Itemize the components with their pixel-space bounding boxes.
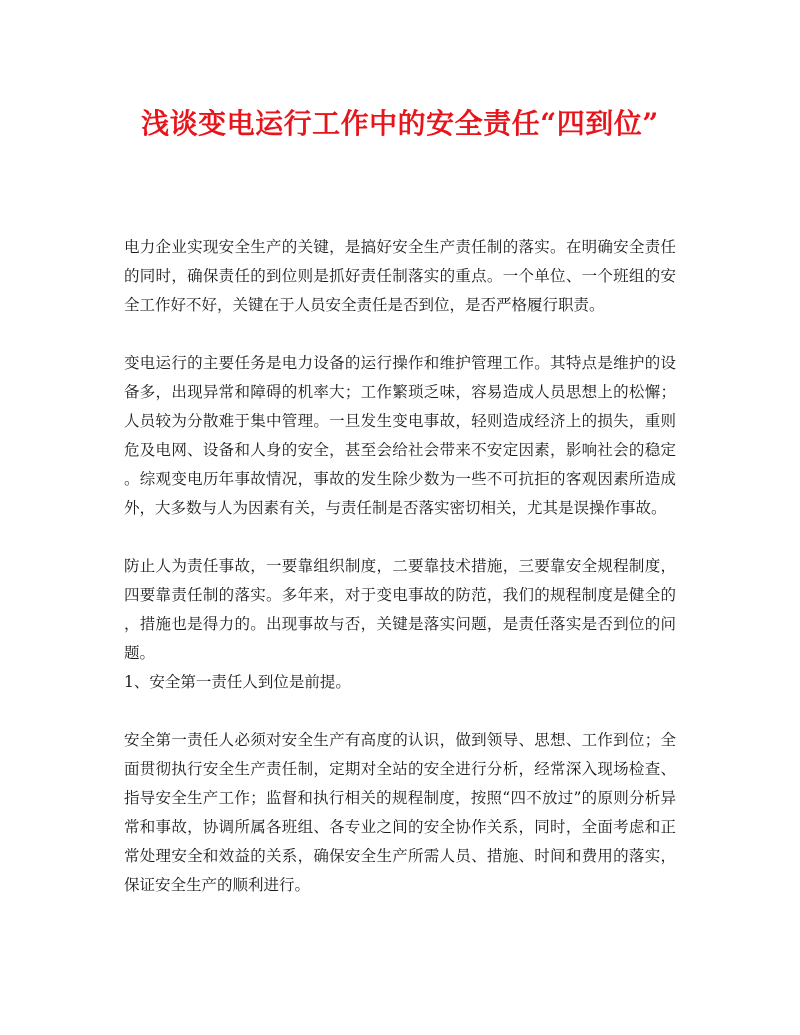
paragraph-2: 变电运行的主要任务是电力设备的运行操作和维护管理工作。其特点是维护的设备多，出现异常和障碍的机率大；工作繁琐乏味，容易造成人员思想上的松懈；人员较为分散难于集中管理。一旦发生变电事故，轻则造成经济上的损失，重则危及电网、设备和人身的安全，甚至会给社会带来不安定因素，影响社会的稳定。综观变电历年事故情况，事故的发生除少数为一些不可抗拒的客观因素所造成外，大多数与人为因素有关，与责任制是否落实密切相关，尤其是误操作事故。	[124, 354, 676, 517]
paragraph-1: 电力企业实现安全生产的关键，是搞好安全生产责任制的落实。在明确安全责任的同时，确保责任的到位则是抓好责任制落实的重点。一个单位、一个班组的安全工作好不好，关键在于人员安全责任是否到位，是否严格履行职责。	[124, 238, 676, 314]
section-heading-1: 1、安全第一责任人到位是前提。	[124, 673, 351, 691]
paragraph-spacer	[124, 523, 676, 552]
paragraph-4: 安全第一责任人必须对安全生产有高度的认识，做到领导、思想、工作到位；全面贯彻执行安全生产责任制，定期对全站的安全进行分析，经常深入现场检查、指导安全生产工作；监督和执行相关的规程制度，按照“四不放过”的原则分析异常和事故，协调所属各班组、各专业之间的安全协作关系，同时，全面考虑和正常处理安全和效益的关系，确保安全生产所需人员、措施、时间和费用的落实，保证安全生产的顺利进行。	[124, 731, 676, 894]
paragraph-spacer	[124, 320, 676, 349]
paragraph-3: 防止人为责任事故，一要靠组织制度，二要靠技术措施，三要靠安全规程制度，四要靠责任制的落实。多年来，对于变电事故的防范，我们的规程制度是健全的，措施也是得力的。出现事故与否，关键是落实问题，是责任落实是否到位的问题。	[124, 557, 676, 662]
document-title: 浅谈变电运行工作中的安全责任“四到位”	[141, 107, 659, 140]
paragraph-spacer	[124, 697, 676, 726]
document-body	[124, 233, 676, 900]
